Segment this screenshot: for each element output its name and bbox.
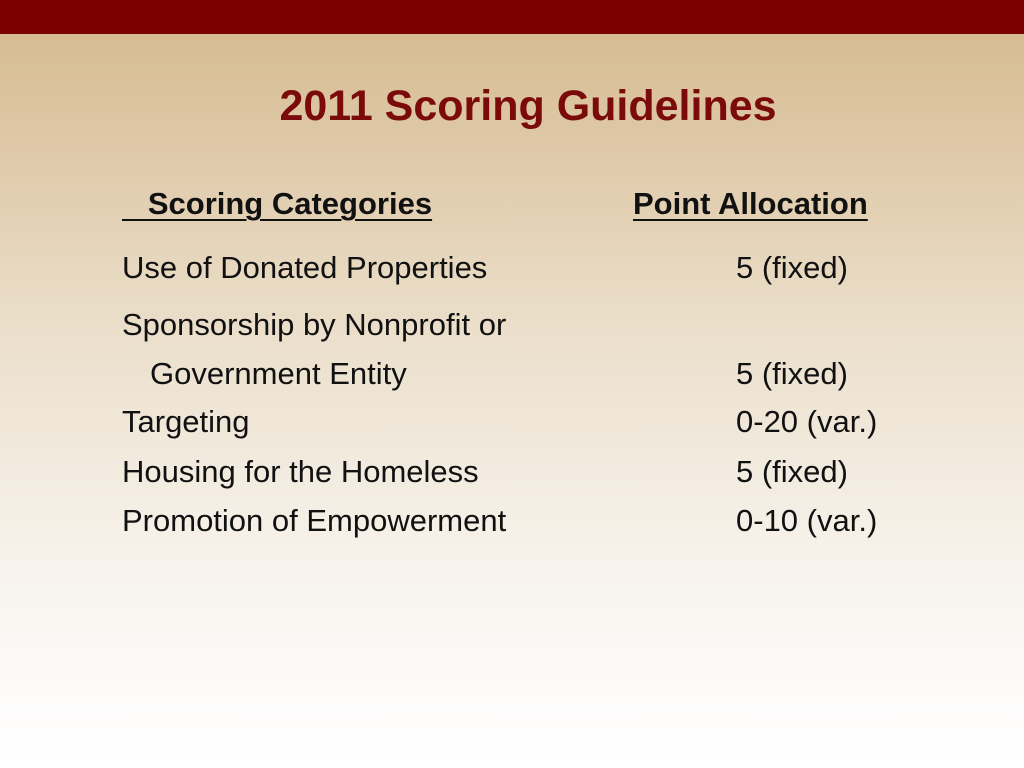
category-empowerment: Promotion of Empowerment: [122, 503, 507, 538]
category-housing-homeless: Housing for the Homeless: [122, 454, 479, 489]
points-empowerment: 0-10 (var.): [736, 503, 878, 538]
points-donated-properties: 5 (fixed): [736, 250, 848, 285]
top-banner: [0, 0, 1024, 34]
category-sponsorship: Sponsorship by Nonprofit or: [122, 307, 507, 342]
slide-title: 2011 Scoring Guidelines: [279, 82, 777, 130]
category-targeting: Targeting: [122, 404, 250, 439]
category-donated-properties: Use of Donated Properties: [122, 250, 488, 285]
header-scoring-categories: Scoring Categories: [122, 186, 433, 221]
points-sponsorship: 5 (fixed): [736, 356, 848, 391]
points-targeting: 0-20 (var.): [736, 404, 878, 439]
header-point-allocation: Point Allocation: [633, 186, 868, 221]
points-housing-homeless: 5 (fixed): [736, 454, 848, 489]
category-sponsorship-continued: Government Entity: [150, 356, 407, 391]
